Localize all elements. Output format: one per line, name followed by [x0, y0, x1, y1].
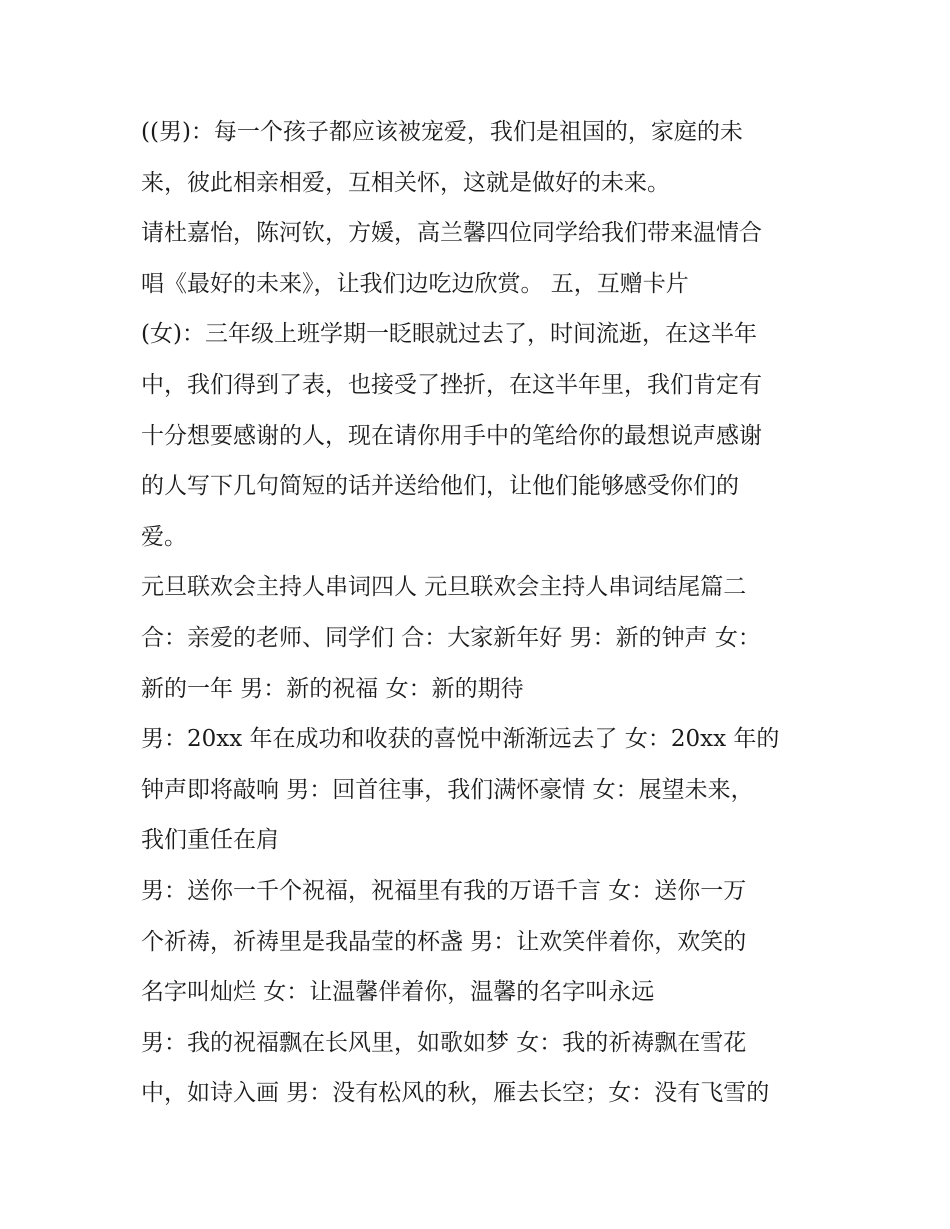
text-line: 中，如诗入画 男：没有松风的秋，雁去长空；女：没有飞雪的 — [141, 1080, 770, 1107]
text-line: 唱《最好的未来》，让我们边吃边欣赏。 五，互赠卡片 — [141, 270, 689, 297]
text-line: 我们重任在肩 — [141, 827, 279, 854]
text-line: 钟声即将敲响 男：回首往事，我们满怀豪情 女：展望未来， — [141, 776, 754, 803]
text-line: 个祈祷，祈祷里是我晶莹的杯盏 男：让欢笑伴着你，欢笑的 — [141, 928, 747, 955]
text-line: 十分想要感谢的人，现在请你用手中的笔给你的最想说声感谢 — [141, 422, 762, 449]
text-line: 元旦联欢会主持人串词四人 元旦联欢会主持人串词结尾篇二 — [141, 574, 747, 601]
text-line: (女)：三年级上班学期一眨眼就过去了，时间流逝，在这半年 — [141, 321, 757, 348]
text-line: 新的一年 男：新的祝福 女：新的期待 — [141, 675, 524, 702]
text-line: 的人写下几句简短的话并送给他们，让他们能够感受你们的 — [141, 473, 739, 500]
text-line: 名字叫灿烂 女：让温馨伴着你，温馨的名字叫永远 — [141, 979, 655, 1006]
text-line: 来，彼此相亲相爱，互相关怀，这就是做好的未来。 — [141, 169, 670, 196]
text-line: ((男)：每一个孩子都应该被宠爱，我们是祖国的，家庭的未 — [141, 119, 743, 145]
text-line: 中，我们得到了表，也接受了挫折，在这半年里，我们肯定有 — [141, 371, 762, 398]
text-line: 爱。 — [141, 523, 187, 550]
text-line: 男：20xx 年在成功和收获的喜悦中渐渐远去了 女：20xx 年的 — [141, 726, 780, 753]
text-line: 男：我的祝福飘在长风里，如歌如梦 女：我的祈祷飘在雪花 — [141, 1029, 747, 1056]
text-line: 合：亲爱的老师、同学们 合：大家新年好 男：新的钟声 女： — [141, 624, 761, 651]
document-body — [141, 107, 821, 1119]
text-line: 男：送你一千个祝福，祝福里有我的万语千言 女：送你一万 — [141, 877, 747, 904]
text-line: 请杜嘉怡，陈河钦，方媛，高兰馨四位同学给我们带来温情合 — [141, 220, 762, 247]
